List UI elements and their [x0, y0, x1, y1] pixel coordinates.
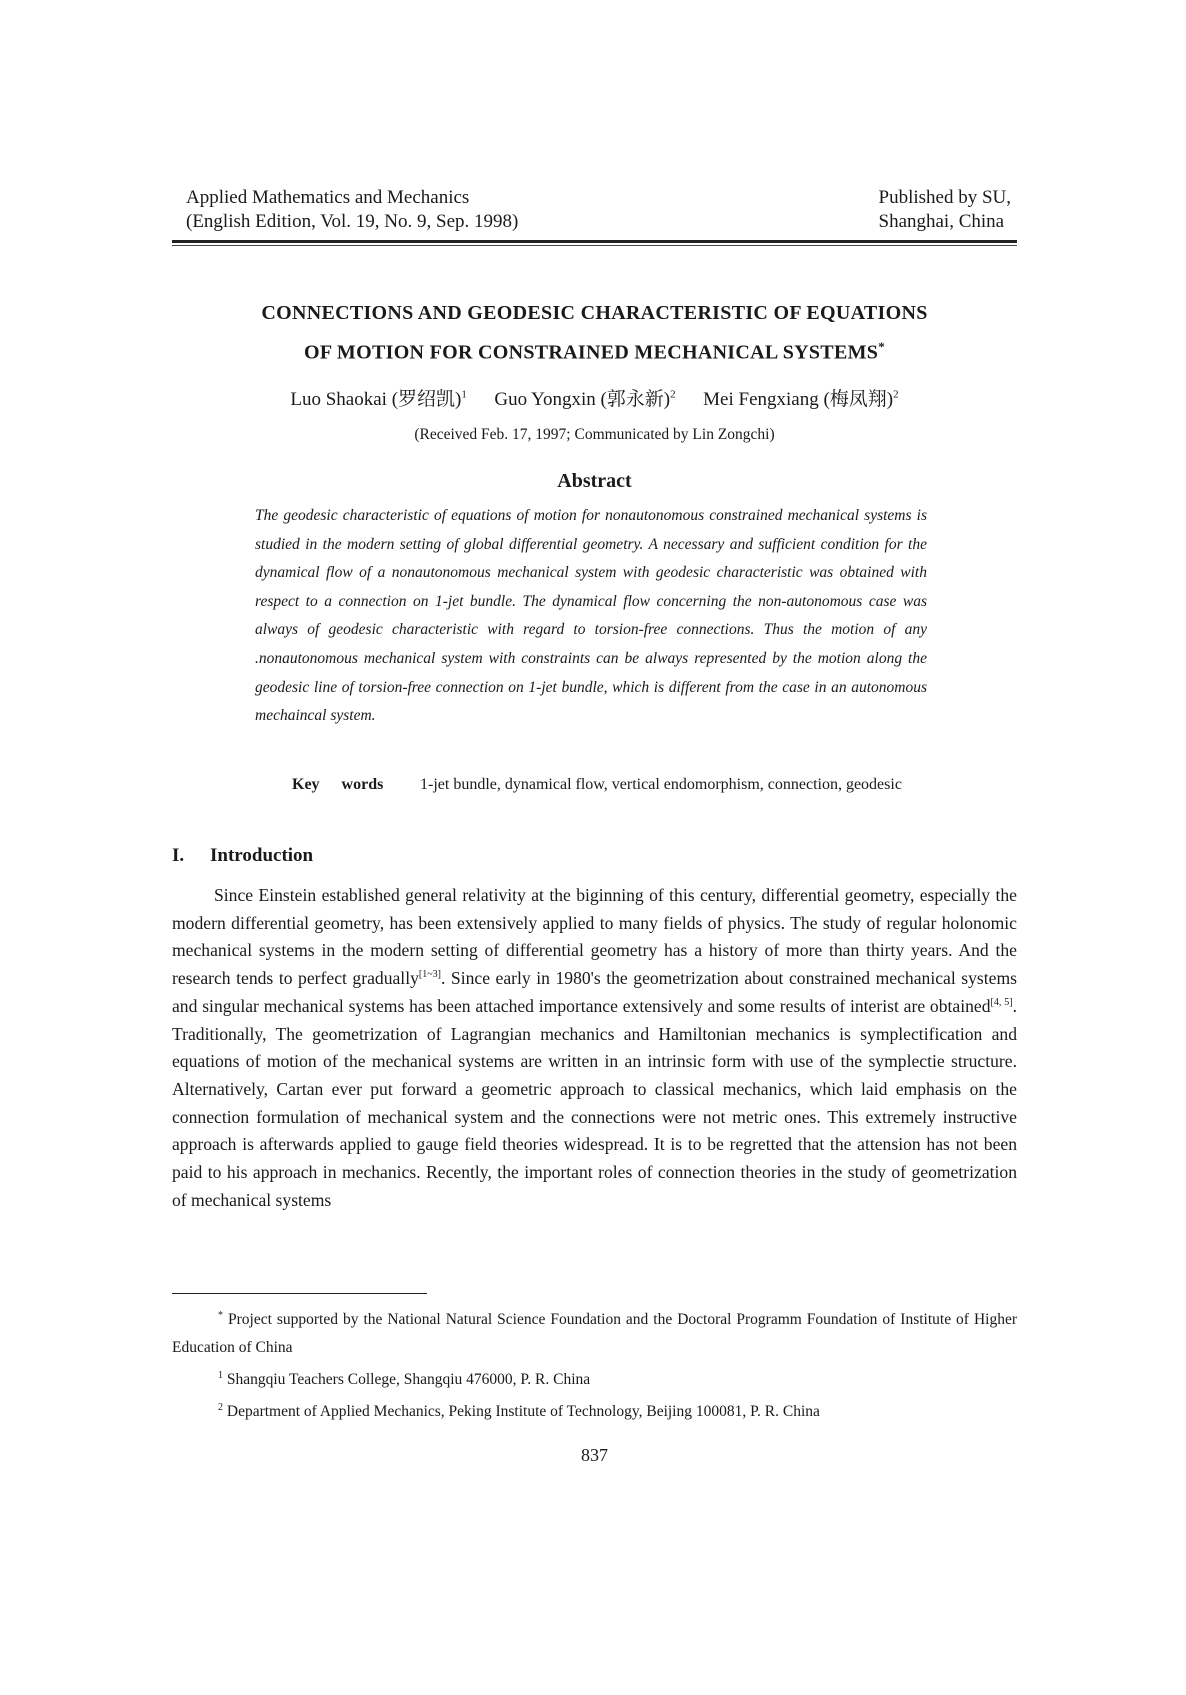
- author-name: Mei Fengxiang (梅凤翔): [703, 389, 894, 410]
- footnote-text: Shangqiu Teachers College, Shangqiu 476000, P. R. China: [223, 1371, 591, 1389]
- publisher-location: Shanghai, China: [878, 211, 1005, 232]
- publisher-name: Published by SU,: [878, 187, 1011, 208]
- publisher-info: [879, 186, 1012, 234]
- author-affiliation-marker: 1: [461, 388, 467, 401]
- section-number: I.: [172, 845, 185, 866]
- title-line-2-text: OF MOTION FOR CONSTRAINED MECHANICAL SYSTEMS: [304, 341, 879, 364]
- footnote-marker: 1: [218, 1370, 223, 1382]
- abstract-text: The geodesic characteristic of equations of motion for nonautonomous constrained mechanical systems is studied in the modern setting of global differential geometry. A necessary and sufficient condition for the dynamical flow of a nonautonomous mechanical system with geodesic characteristic was obtained with respect to a connection on 1-jet bundle. The dynamical flow concerning the non-autonomous case was always of geodesic characteristic with regard to torsion-free connections. Thus the motion of any .nonautonomous mechanical system with constraints can be always represented by the motion along the geodesic line of torsion-free connection on 1-jet bundle, which is different from the case in an autonomous mechaincal system.: [255, 507, 927, 725]
- citation: [1~3]: [418, 969, 441, 981]
- journal-name: Applied Mathematics and Mechanics: [186, 187, 470, 208]
- footnotes: [172, 1302, 1017, 1426]
- body-paragraph: [172, 882, 1017, 1214]
- citation: [4, 5]: [990, 996, 1013, 1008]
- footnote: [172, 1362, 1017, 1394]
- footnote: [172, 1394, 1017, 1426]
- abstract-heading: Abstract: [557, 470, 632, 492]
- footnote-rule: [172, 1293, 427, 1294]
- keywords-text: 1-jet bundle, dynamical flow, vertical endomorphism, connection, geodesic: [420, 776, 902, 793]
- journal-edition: (English Edition, Vol. 19, No. 9, Sep. 1998): [186, 211, 519, 232]
- title-line-1: CONNECTIONS AND GEODESIC CHARACTERISTIC OF EQUATIONS: [261, 302, 928, 324]
- body-text: Since Einstein established general relativity at the biginning of this century, differential geometry, especially the modern differential geometry, has been extensively applied to many fields of physics. The study of regular holonomic mechanical systems in the modern setting of differential geometry has a history of more than thirty years. And the research tends to perfect gradually: [172, 885, 1017, 989]
- author-affiliation-marker: 2: [670, 388, 676, 401]
- body-text: . Traditionally, The geometrization of Lagrangian mechanics and Hamiltonian mechanics is symplectification and equations of motion of the mechanical systems are written in an intrinsic form with use of the symplectie structure. Alternatively, Cartan ever put forward a geometric approach to classical mechanics, which laid emphasis on the connection formulation of mechanical system and the connections were not metric ones. This extremely instructive approach is afterwards applied to gauge field theories widespread. It is to be regretted that the attension has not been paid to his approach in mechanics. Recently, the important roles of connection theories in the study of geometrization of mechanical systems: [172, 995, 1017, 1210]
- author-affiliation-marker: 2: [893, 388, 899, 401]
- body-text: . Since early in 1980's the geometrization about constrained mechanical systems and singular mechanical systems has been attached importance extensively and some results of interist are obtained: [172, 968, 1017, 1016]
- title-line-2: [172, 330, 1017, 370]
- section-title: Introduction: [210, 845, 314, 866]
- author-list: [172, 384, 1017, 411]
- footnote: [172, 1302, 1017, 1362]
- section-heading: [172, 845, 313, 867]
- footnote-marker: 2: [218, 1402, 223, 1414]
- footnote-marker: *: [218, 1310, 223, 1321]
- footnote-text: Project supported by the National Natural Science Foundation and the Doctoral Programm Foundation of Institute of Higher Education of China: [172, 1311, 1017, 1357]
- received-note: (Received Feb. 17, 1997; Communicated by Lin Zongchi): [414, 426, 775, 443]
- header-rule-thin: [172, 245, 1017, 246]
- author-name: Guo Yongxin (郭永新): [494, 389, 671, 410]
- footnote-text: Department of Applied Mechanics, Peking Institute of Technology, Beijing 100081, P. R. China: [223, 1403, 820, 1421]
- page-number: 837: [581, 1445, 608, 1465]
- journal-info: [186, 186, 518, 234]
- keywords-label: Key words: [292, 776, 384, 793]
- author-name: Luo Shaokai (罗绍凯): [290, 389, 462, 410]
- title-footnote-marker: *: [878, 339, 885, 354]
- paper-title: [172, 296, 1017, 370]
- header-rule-thick: [172, 240, 1017, 243]
